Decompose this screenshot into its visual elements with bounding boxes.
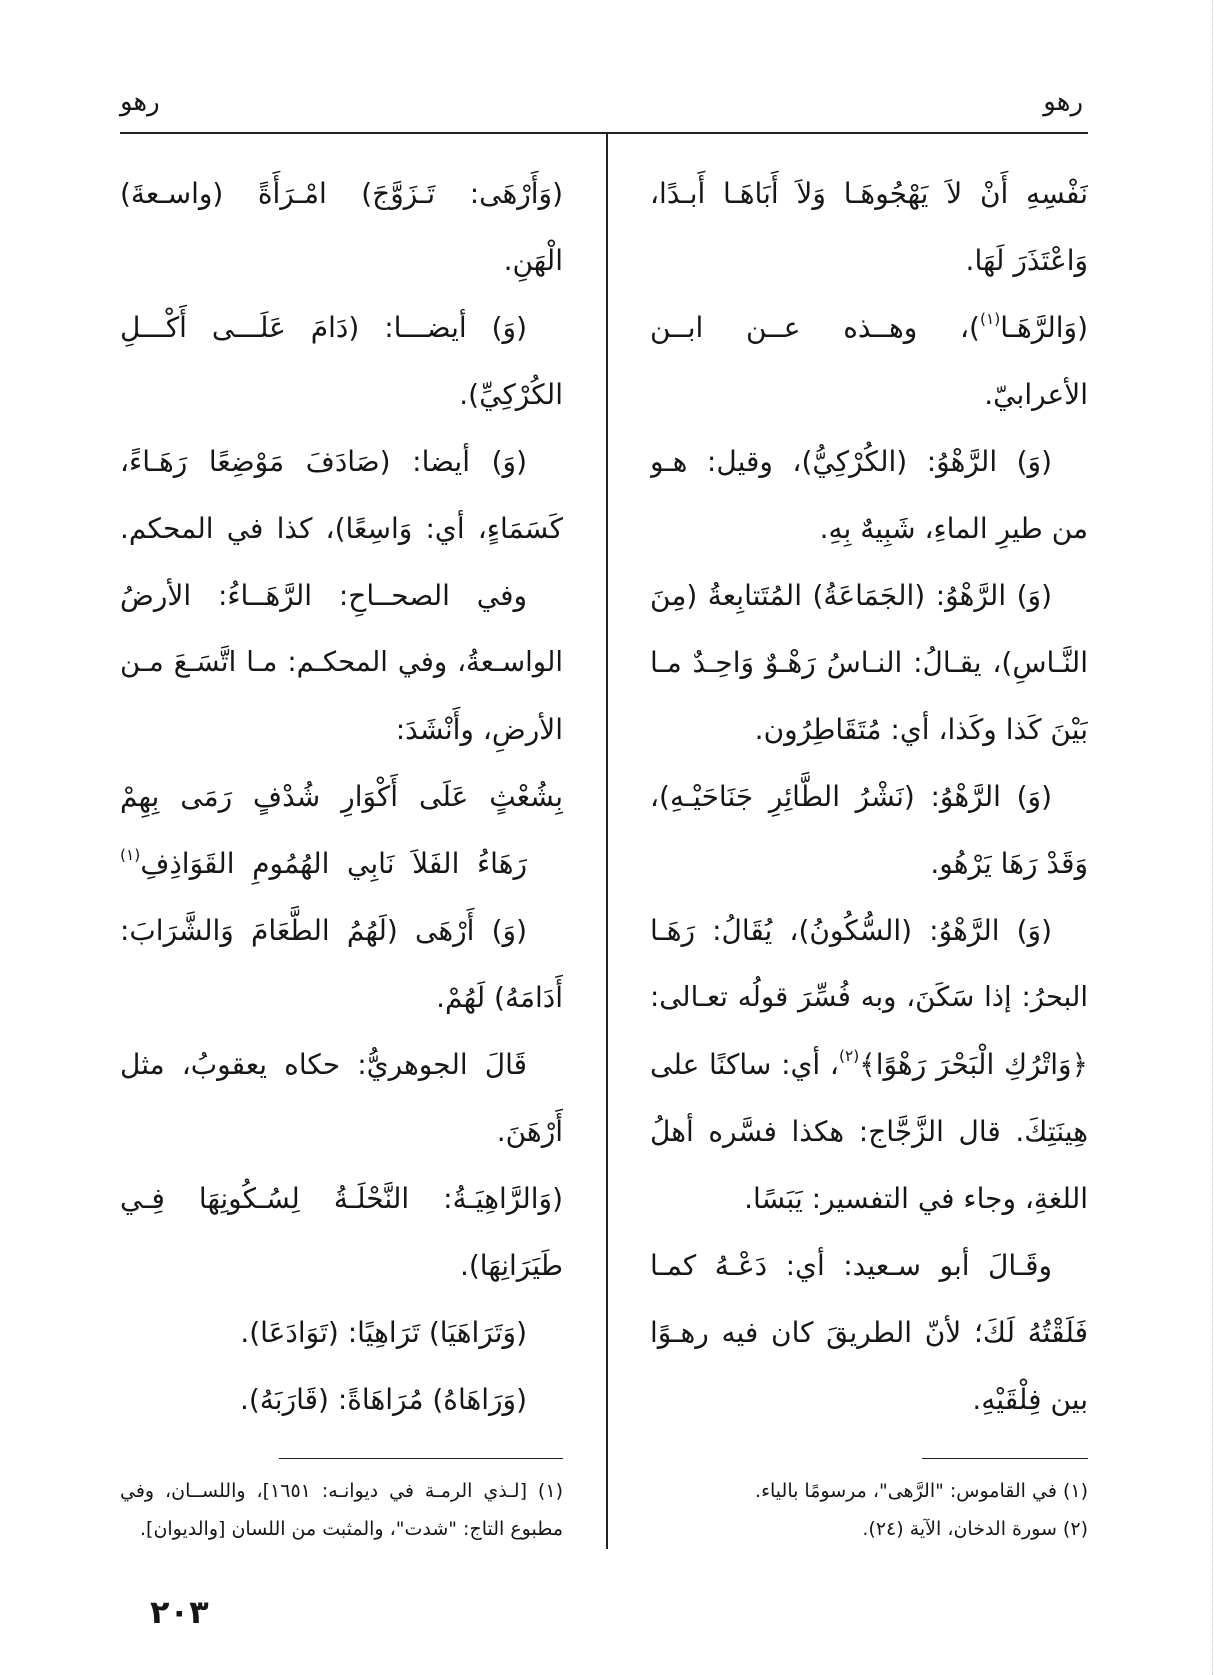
text-line bbox=[650, 227, 1088, 294]
text-line bbox=[120, 1232, 563, 1299]
text-line bbox=[120, 361, 563, 428]
line-text: بين فِلْقَيْهِ. bbox=[972, 1383, 1088, 1416]
entry-line bbox=[120, 562, 563, 629]
text-line bbox=[650, 1299, 1088, 1366]
entry-line bbox=[650, 897, 1088, 964]
entry-line bbox=[120, 1165, 563, 1232]
line-text: الأعرابيّ. bbox=[984, 378, 1088, 411]
line-text: اللغةِ، وجاء في التفسير: يَبَسًا. bbox=[744, 1182, 1088, 1215]
line-text: أَرْهَنَ. bbox=[496, 1115, 563, 1148]
verse-line bbox=[120, 763, 563, 830]
text-line bbox=[650, 830, 1088, 897]
text-line bbox=[650, 160, 1088, 227]
page-number: ٢٠٣ bbox=[150, 1593, 209, 1631]
line-text: بَيْنَ كَذا وكَذا، أي: مُتَقَاطِرُون. bbox=[754, 713, 1088, 746]
entry-line bbox=[120, 1299, 563, 1366]
text-line bbox=[120, 964, 563, 1031]
line-text: (وَأَرْهَى: تَـزَوَّجَ) امْـرَأَةً (واسـعةَ) bbox=[120, 177, 563, 210]
line-text: وَاعْتَذَرَ لَهَا. bbox=[965, 244, 1088, 277]
line-text: ، أي: ساكنًا على bbox=[650, 1048, 839, 1081]
footnote-marker: (١) bbox=[979, 309, 1001, 328]
text-line bbox=[650, 696, 1088, 763]
text-line bbox=[120, 227, 563, 294]
line-text: نَفْسِهِ أَنْ لاَ يَهْجُوهَـا وَلاَ أَبَاهَـا أَبـدًا، bbox=[650, 177, 1088, 210]
footnote-rule-left bbox=[279, 1458, 563, 1459]
line-text: من طيرِ الماءِ، شَبِيهٌ بِهِ. bbox=[819, 512, 1088, 545]
line-text: (وَ) الرَّهْوُ: (السُّكُونُ)، يُقَالُ: رَهَـا bbox=[650, 914, 1052, 947]
line-text: كَسَمَاءٍ، أي: وَاسِعًا)، كذا في المحكم. bbox=[120, 512, 563, 545]
text-line bbox=[120, 495, 563, 562]
text-line bbox=[650, 1165, 1088, 1232]
footnote-line: (١) في القاموس: "الرَّهى"، مرسومًا بالياء. bbox=[755, 1480, 1088, 1502]
text-line bbox=[650, 361, 1088, 428]
column-divider bbox=[606, 133, 608, 1549]
footnote-rule-right bbox=[922, 1458, 1088, 1459]
line-text: النَّـاسِ)، يقـالُ: النـاسُ رَهْـوٌ وَاحِـدٌ مـا bbox=[650, 646, 1088, 679]
footnotes-right bbox=[650, 1472, 1088, 1548]
entry-line bbox=[120, 160, 563, 227]
left-column bbox=[120, 160, 563, 1433]
entry-line bbox=[120, 897, 563, 964]
header-rule bbox=[120, 132, 1088, 134]
entry-line bbox=[120, 1031, 563, 1098]
entry-line bbox=[120, 428, 563, 495]
line-text: (وَ) أَرْهَى (لَهُمُ الطَّعَامَ وَالشَّرَابَ: bbox=[120, 914, 527, 947]
line-text: طَيَرَانِهَا). bbox=[459, 1249, 563, 1282]
footnote-marker: (٢) bbox=[838, 1046, 860, 1065]
line-text: (وَتَرَاهَيَا) تَرَاهِيًا: (تَوَادَعَا). bbox=[240, 1316, 527, 1349]
line-text: البحرُ: إذا سَكَنَ، وبه فُسِّرَ قولُه تعـالى: bbox=[650, 981, 1088, 1013]
scan-edge-marks bbox=[1212, 0, 1213, 1675]
footnote-line: مطبوع التاج: "شدت"، والمثبت من اللسان [والديوان]. bbox=[140, 1518, 563, 1540]
text-line bbox=[650, 629, 1088, 696]
text-line bbox=[650, 964, 1088, 1031]
line-text: بِشُعْثٍ عَلَى أَكْوَارِ شُدْفٍ رَمَى بِهِمْ bbox=[120, 780, 563, 813]
line-text: (وَ) الرَّهْوُ: (الجَمَاعَةُ) المُتَتابِعةُ (مِنَ bbox=[650, 579, 1052, 612]
line-text: هِينَتِكَ. قال الزَّجَّاج: هكذا فسَّره أهلُ bbox=[650, 1115, 1088, 1148]
text-line bbox=[120, 696, 563, 763]
entry-line bbox=[650, 1232, 1088, 1299]
line-text: (وَ) الرَّهْوُ: (الكُرْكِيُّ)، وقيل: هـو bbox=[650, 445, 1052, 478]
entry-line bbox=[650, 763, 1088, 830]
line-text: (وَ) أيضـــا: (دَامَ عَلَـــى أَكْـــلِ bbox=[120, 311, 527, 344]
line-text: وفي الصحــاحِ: الرَّهَــاءُ: الأرضُ bbox=[120, 579, 527, 612]
line-text: الأرضِ، وأَنْشَدَ: bbox=[395, 713, 563, 746]
text-line bbox=[650, 1366, 1088, 1433]
line-text: الكُرْكِيِّ). bbox=[459, 378, 563, 411]
text-line bbox=[120, 629, 563, 696]
line-text: الْهَنِ. bbox=[503, 244, 563, 277]
right-column bbox=[650, 160, 1088, 1433]
line-text: ﴿وَاتْرُكِ الْبَحْرَ رَهْوًا﴾ bbox=[859, 1048, 1088, 1081]
line-text: قَالَ الجوهريُّ: حكاه يعقوبُ، مثل bbox=[120, 1048, 527, 1081]
line-text: الواسـعةُ، وفي المحكـم: مـا اتَّسَـعَ مـن bbox=[120, 646, 563, 678]
footnotes-left bbox=[120, 1472, 563, 1548]
running-head-right: رهو bbox=[1043, 87, 1083, 117]
text-line bbox=[120, 1098, 563, 1165]
entry-line bbox=[650, 428, 1088, 495]
text-line bbox=[650, 1098, 1088, 1165]
entry-line bbox=[650, 294, 1088, 361]
verse-line bbox=[120, 830, 563, 897]
footnote-line: (٢) سورة الدخان، الآية (٢٤). bbox=[862, 1518, 1088, 1540]
line-text: فَلَقْتُهُ لَكَ؛ لأنّ الطريقَ كان فيه رهـوًا bbox=[650, 1316, 1088, 1349]
line-text: (وَ) الرَّهْوُ: (نَشْرُ الطَّائِرِ جَنَاحَيْـهِ)، bbox=[650, 780, 1052, 813]
running-head-left: رهو bbox=[120, 87, 160, 117]
footnote-marker: (١) bbox=[120, 845, 141, 864]
line-text: رَهَاءُ الفَلاَ نَابِي الهُمُومِ القَوَاذِفِ bbox=[140, 847, 527, 880]
line-text: (وَ) أيضا: (صَادَفَ مَوْضِعًا رَهَـاءً، bbox=[120, 445, 527, 478]
line-text: وقَـالَ أبو سـعيد: أي: دَعْـهُ كمـا bbox=[650, 1249, 1052, 1282]
entry-line bbox=[120, 1366, 563, 1433]
text-line bbox=[650, 495, 1088, 562]
line-text: أَدَامَهُ) لَهُمْ. bbox=[436, 981, 563, 1014]
line-text: (وَرَاهَاهُ) مُرَاهَاةً: (قَارَبَهُ). bbox=[239, 1383, 527, 1416]
line-text: وَقَدْ رَهَا يَرْهُو. bbox=[930, 847, 1088, 880]
footnote-line: (١) [لـذي الرمـة في ديوانـه: ١٦٥١]، واللســان، وفي bbox=[120, 1480, 563, 1502]
line-text: (وَالرَّهَـا bbox=[1000, 311, 1088, 344]
entry-line bbox=[650, 562, 1088, 629]
quran-verse-line bbox=[650, 1031, 1088, 1098]
line-text: )، وهــذه عــن ابــن bbox=[650, 311, 980, 344]
line-text: (وَالرَّاهِيَـةُ: النَّحْلَـةُ لِسُـكُونِهَا فِـي bbox=[120, 1182, 563, 1215]
entry-line bbox=[120, 294, 563, 361]
